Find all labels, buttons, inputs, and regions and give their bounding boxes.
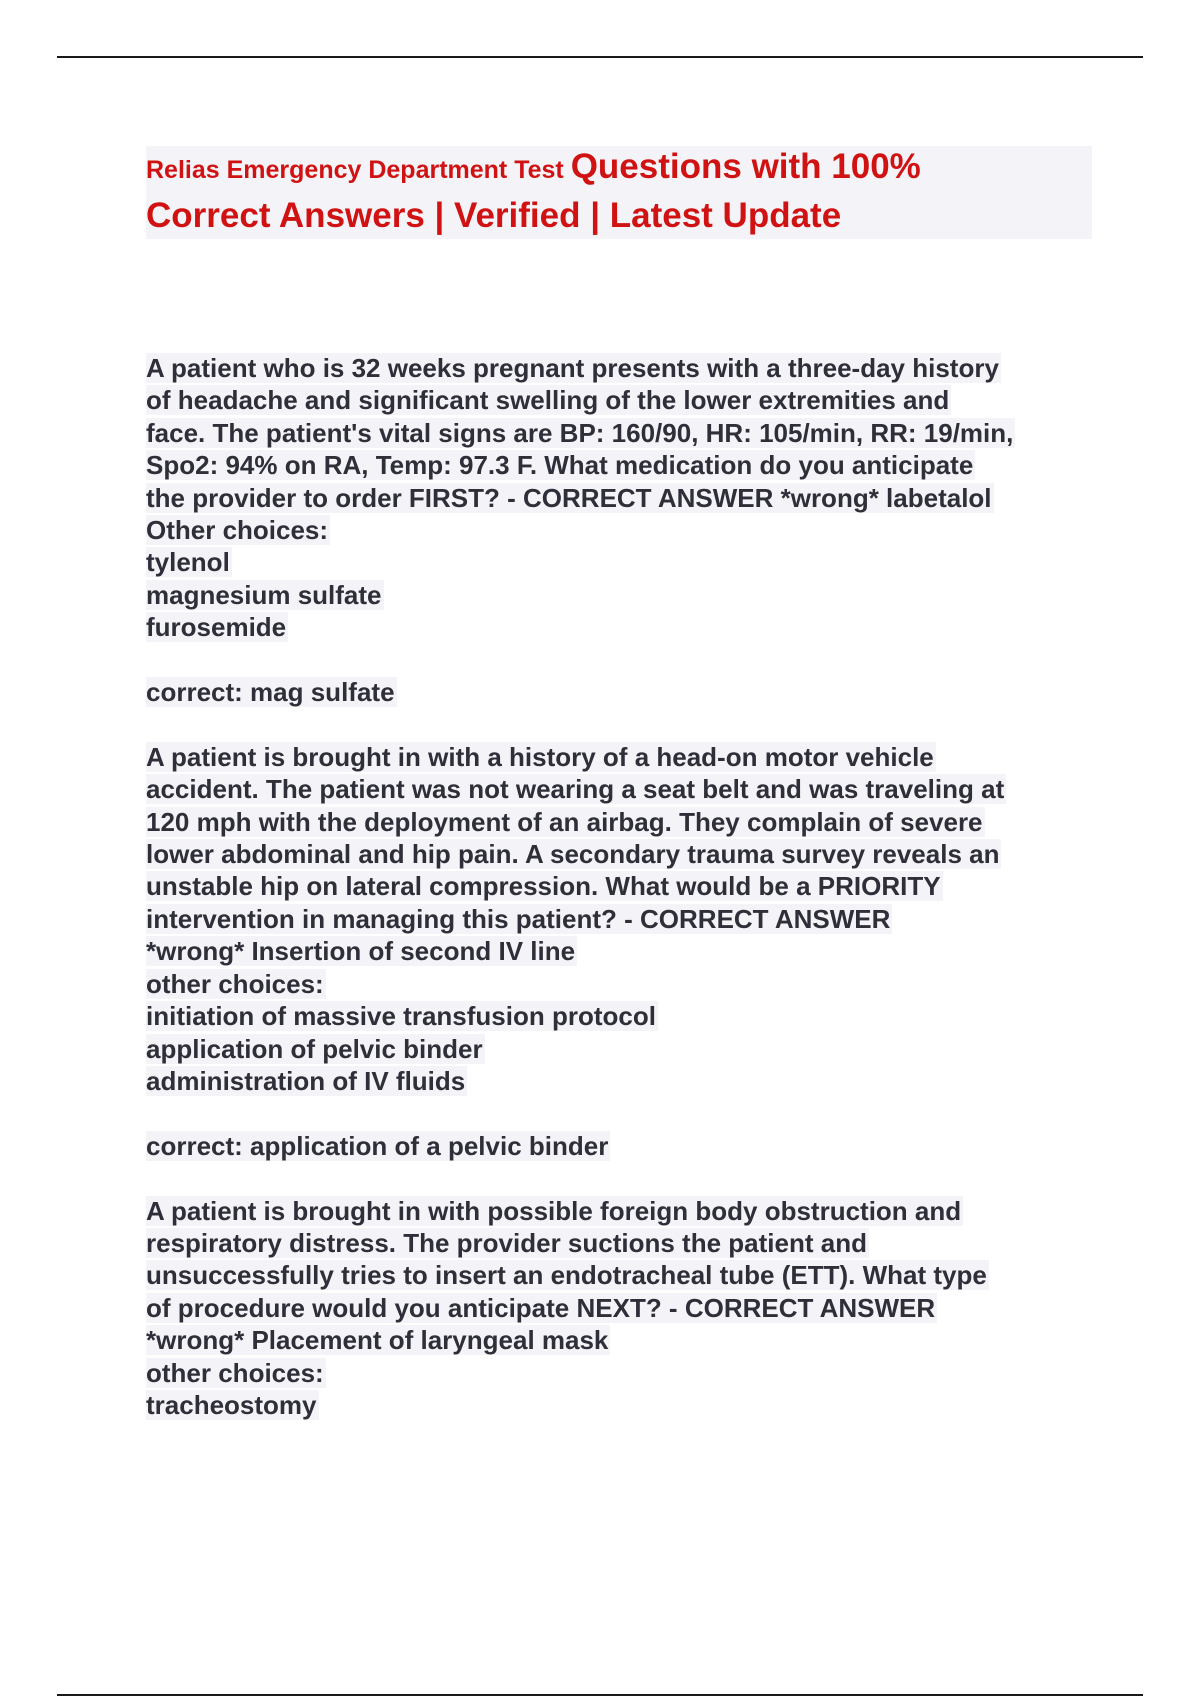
correct-answer: correct: mag sulfate (146, 677, 395, 708)
text-line: Spo2: 94% on RA, Temp: 97.3 F. What medication do you anticipate (146, 450, 974, 481)
text-line: unstable hip on lateral compression. What would be a PRIORITY (146, 871, 941, 902)
text-line: application of pelvic binder (146, 1033, 483, 1064)
text-line: of headache and significant swelling of the lower extremities and (146, 385, 950, 416)
text-line: tylenol (146, 547, 230, 578)
text-line: 120 mph with the deployment of an airbag. They complain of severe (146, 806, 983, 837)
text-line: *wrong* Placement of laryngeal mask (146, 1325, 609, 1356)
text-line: initiation of massive transfusion protocol (146, 1001, 656, 1032)
question-3 (146, 1195, 1106, 1422)
title-line-1 (146, 146, 1092, 195)
text-line: lower abdominal and hip pain. A secondary trauma survey reveals an (146, 839, 1000, 870)
text-line: other choices: (146, 1357, 324, 1388)
text-line: administration of IV fluids (146, 1065, 466, 1096)
text-line: magnesium sulfate (146, 579, 382, 610)
text-line: the provider to order FIRST? - CORRECT ANSWER *wrong* labetalol (146, 482, 992, 513)
text-line: face. The patient's vital signs are BP: 160/90, HR: 105/min, RR: 19/min, (146, 417, 1014, 448)
text-line: intervention in managing this patient? - CORRECT ANSWER (146, 903, 891, 934)
correct-answer: correct: application of a pelvic binder (146, 1130, 609, 1161)
text-line: of procedure would you anticipate NEXT? - CORRECT ANSWER (146, 1292, 936, 1323)
question-2 (146, 741, 1106, 1195)
title-small-text: Relias Emergency Department Test (146, 156, 571, 184)
text-line: A patient who is 32 weeks pregnant presents with a three-day history (146, 353, 999, 383)
question-1 (146, 352, 1106, 741)
bottom-rule (57, 1694, 1143, 1696)
text-line: unsuccessfully tries to insert an endotracheal tube (ETT). What type (146, 1260, 987, 1291)
text-line: Other choices: (146, 515, 329, 546)
text-line: furosemide (146, 612, 287, 643)
text-line: accident. The patient was not wearing a seat belt and was traveling at (146, 774, 1005, 805)
document-body (146, 352, 1106, 1421)
text-line: A patient is brought in with a history of a head-on motor vehicle (146, 741, 934, 772)
text-line: other choices: (146, 968, 324, 999)
title-line-2: Correct Answers | Verified | Latest Update (146, 196, 842, 235)
top-rule (57, 56, 1143, 58)
text-line: respiratory distress. The provider suctions the patient and (146, 1227, 867, 1258)
text-line: *wrong* Insertion of second IV line (146, 936, 576, 967)
title-large-text-1: Questions with 100% (570, 147, 921, 186)
text-line: tracheostomy (146, 1389, 317, 1420)
text-line: A patient is brought in with possible foreign body obstruction and (146, 1195, 962, 1226)
document-title (146, 146, 1092, 239)
